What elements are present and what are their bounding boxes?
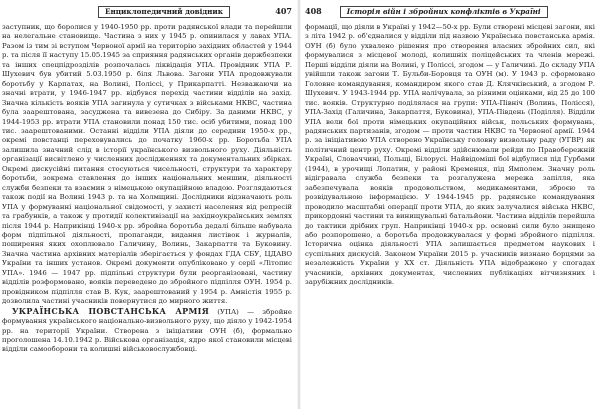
running-header-title: Історія війн і збройних конфліктів в Україні bbox=[340, 6, 548, 18]
body-paragraph: заступник, що боролися у 1940-1950 рр. проти радянської влади та перейшли на нелегальне становище. Частина з них у 1945 р. опинилася у лавах УПА. Разом із тим зі вступом Червоної армії на територію західних областей у 1944 р. та після її наступу 15.05.1945 за сприяння радянських органів держбезпеки та інших спецпідрозділів розпочалась ліквідація УПА. Провідник УПА Р. Шухевич був убитий 5.03.1950 р. біля Львова. Загони УПА продовжували боротьбу у Карпатах, на Волині, Поліссі, у Прикарпатті. Незважаючи на значні втрати, у 1946-1947 рр. відбувся перехід частини відділів на захід. Значна кількість вояків УПА загинула у сутичках з військами НКВС, частина була заарештована, засуджена та вивезена до Сибіру. За даними НКВС, у 1944-1953 рр. втрати УПА становили понад 150 тис. осіб убитими, понад 100 тис. заарештованими. Останні відділи УПА діяли до середини 1950-х рр., окремі повстанці переховувались до початку 1960-х рр. Боротьба УПА залишила значний слід в історії українського визвольного руху. Діяльність організації висвітлено у численних дослідженнях та документальних збірках. Окремі дискусійні питання стосуються чисельності, структури та характеру боротьби, зокрема ставлення до інших національних меншин, діяльності служби безпеки та взаємин з німецькою окупаційною владою. Розглядаються також події на Волині 1943 р. та на Холмщині. Дослідники відзначають роль УПА у формуванні національної свідомості, у захисті населення від репресій та грабунків, а також у протидії колективізації на західноукраїнських землях після 1944 р. Наприкінці 1940-х рр. збройна боротьба дедалі більше набувала форм підпільної діяльності, пропаганди, видання листівок і журналів, поширення яких охоплювало Галичину, Волинь, Закарпаття та Буковину. Значна частина архівних матеріалів зберігається у фондах ГДА СБУ, ЦДАВО України та інших установ. Окремі документи опубліковано у серії «Літопис УПА». 1946 — 1947 рр. підпільні структури були реорганізовані, частину відділів розформовано, вояків переведено до збройного підпілля ОУН. 1954 р. провідником підпілля став В. Кук, заарештований у 1954 р. Амністія 1955 р. дозволила частині учасників повернутися до мирного життя. bbox=[2, 23, 292, 306]
right-page-text bbox=[305, 23, 595, 288]
entry-definition: — збройне формування українського національно-визвольного руху, що діяло у 1942-1954 рр. на території України. Створена з ініціативи ОУН (б), формально проголошена 14.10.1942 р. Військова організація, ядро якої становили місцеві відділи самооборони та колишні військовослужбовці. bbox=[2, 307, 292, 354]
entry-heading: УКРАЇНСЬКА ПОВСТАНСЬКА АРМІЯ bbox=[12, 305, 210, 316]
right-page-header bbox=[305, 6, 595, 19]
entry-abbreviation: (УПА) bbox=[217, 307, 239, 316]
left-page-header bbox=[2, 6, 292, 19]
right-page bbox=[305, 6, 595, 404]
page-number: 408 bbox=[305, 6, 322, 16]
entry-upa bbox=[2, 307, 292, 355]
left-page-text bbox=[2, 23, 292, 355]
running-header-title: Енциклопедичний довідник bbox=[98, 6, 230, 18]
book-spine bbox=[297, 0, 301, 409]
page-number: 407 bbox=[275, 6, 292, 16]
body-paragraph: формації, що діяли в Україні у 1942—50-х рр. Були створені місцеві загони, які з літа 1942 р. об'єдналися у відділи під назвою Українська повстанська армія. ОУН (б) було ухвалено рішення про створення власних збройних сил, які формувалися з місцевої молоді, колишніх поліцейських та членів мережі. Перші відділи діяли на Волині, у Поліссі, згодом — у Галичині. До складу УПА увійшли також загони Т. Бульби-Боровця та ОУН (м). У 1943 р. сформовано Головне командування, командиром якого став Д. Клячківський, а згодом Р. Шухевич. У 1943-1944 рр. УПА налічувала, за різними оцінками, від 25 до 100 тис. вояків. Структурно поділялася на групи: УПА-Північ (Волинь, Полісся), УПА-Захід (Галичина, Закарпаття, Буковина), УПА-Південь (Поділля). Відділи УПА вели бої проти німецьких окупаційних військ, польських формувань, радянських партизанів, згодом — проти частин НКВС та Червоної армії. 1944 р. за ініціативою УПА створено Українську головну визвольну раду (УГВР) як політичний центр руху. Окремі відділи здійснювали рейди по Правобережній Україні, Словаччині, Польщі, Білорусі. Найвідоміші бої відбулися під Гурбами (1944), в урочищі Лопатин, у районі Кременця, під Ямполем. Значну роль відігравала служба безпеки та розгалужена мережа запілля, яка забезпечувала вояків продовольством, медикаментами, зброєю та розвідувальною інформацією. У 1944-1945 рр. радянське командування проводило масштабні операції проти УПА, до яких залучалися війська НКВС, прикордонні частини та винищувальні батальйони. Частина відділів перейшла до тактики дрібних груп. Наприкінці 1940-х рр. основні сили було знищено або розпорошено, а боротьба продовжувалася у формі збройного підпілля. Історична оцінка діяльності УПА залишається предметом наукових і суспільних дискусій. Законом України 2015 р. учасників визнано борцями за незалежність України у ХХ ст. Діяльність УПА відображено у спогадах учасників, архівних документах, численних публікаціях вітчизняних і зарубіжних дослідників. bbox=[305, 23, 595, 287]
left-page bbox=[2, 6, 292, 404]
